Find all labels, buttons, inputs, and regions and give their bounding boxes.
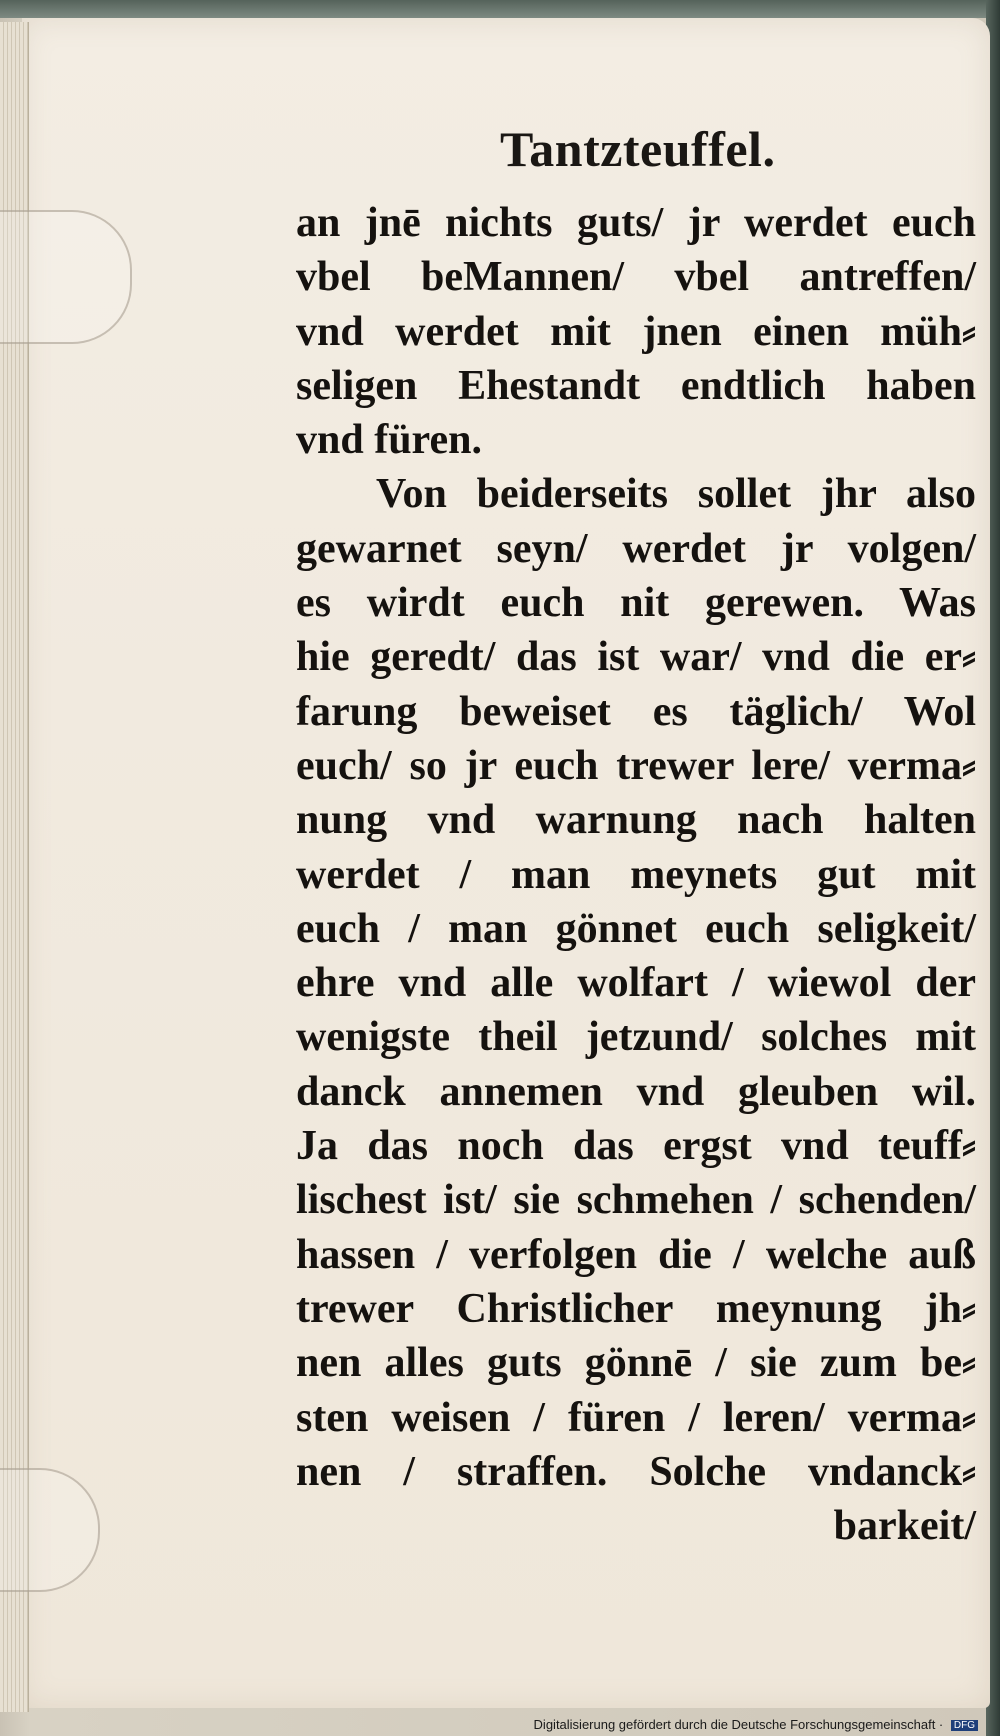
- text-block: [296, 196, 976, 1553]
- text-line: es wirdt euch nit gerewen. Was: [296, 580, 976, 627]
- text-line: vnd füren.: [296, 417, 482, 464]
- text-line: lischest ist/ sie schmehen / schenden/: [296, 1177, 976, 1224]
- page-clip-top: [0, 210, 132, 344]
- text-line: euch / man gönnet euch seligkeit/: [296, 905, 976, 952]
- scanner-top-band: [0, 0, 1000, 18]
- text-line: vnd werdet mit jnen einen müh⸗: [296, 308, 976, 355]
- dfg-logo: DFG: [951, 1720, 978, 1731]
- text-line: nen / straffen. Solche vndanck⸗: [296, 1448, 976, 1495]
- text-line: hie geredt/ das ist war/ vnd die er⸗: [296, 634, 976, 681]
- text-line: an jnē nichts guts/ jr werdet euch: [296, 200, 976, 246]
- text-line: ehre vnd alle wolfart / wiewol der: [296, 960, 976, 1007]
- text-line: nung vnd warnung nach halten: [296, 797, 976, 844]
- text-line: nen alles guts gönnē / sie zum be⸗: [296, 1340, 976, 1387]
- text-line: gewarnet seyn/ werdet jr volgen/: [296, 525, 976, 572]
- text-line: werdet / man meynets gut mit: [296, 851, 976, 898]
- footer-text: Digitalisierung gefördert durch die Deutsche Forschungsgemeinschaft ·: [533, 1717, 944, 1732]
- text-line: danck annemen vnd gleuben wil.: [296, 1068, 976, 1115]
- footer-credit: [534, 1717, 978, 1732]
- text-line: Von beiderseits sollet jhr also: [376, 471, 976, 518]
- text-line: wenigste theil jetzund/ solches mit: [296, 1014, 976, 1061]
- text-line: hassen / verfolgen die / welche auß: [296, 1231, 976, 1278]
- text-line: euch/ so jr euch trewer lere/ verma⸗: [296, 742, 976, 789]
- text-line: vbel beMannen/ vbel antreffen/: [296, 254, 976, 301]
- running-head: Tantzteuffel.: [500, 121, 776, 177]
- text-line: farung beweiset es täglich/ Wol: [296, 688, 976, 735]
- catchword: barkeit/: [833, 1503, 976, 1550]
- text-line: trewer Christlicher meynung jh⸗: [296, 1285, 976, 1332]
- text-line: seligen Ehestandt endtlich haben: [296, 362, 976, 409]
- text-line: sten weisen / füren / leren/ verma⸗: [296, 1394, 976, 1441]
- text-line: Ja das noch das ergst vnd teuff⸗: [296, 1123, 976, 1170]
